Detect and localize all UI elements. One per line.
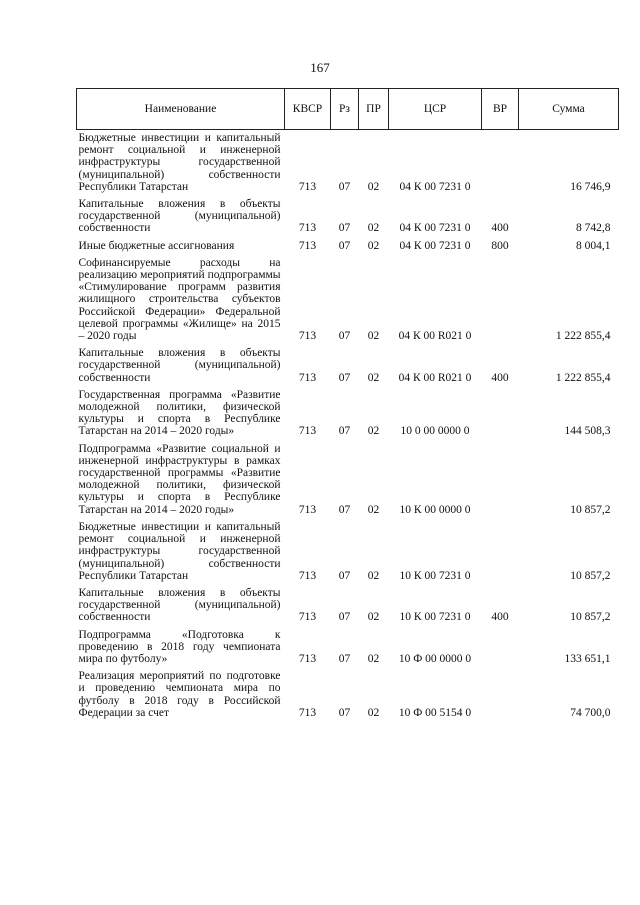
row-csr: 10 Ф 00 5154 0 xyxy=(398,706,472,719)
row-csr: 10 К 00 7231 0 xyxy=(399,611,471,624)
row-name: Софинансируемые расходы на реализацию мероприятий подпрограммы «Стимулирование программ развития жилищного строительства субъектов Российской Федерации» Федеральной целевой программы «Жилище» на 2015 – 2020 годы xyxy=(78,256,281,343)
row-pr: 02 xyxy=(367,371,380,384)
header-rz: Рз xyxy=(331,89,359,130)
header-pr: ПР xyxy=(359,89,389,130)
row-kvsr: 713 xyxy=(298,180,317,193)
row-vr: 400 xyxy=(491,611,509,624)
row-pr: 02 xyxy=(367,425,380,438)
row-vr: 400 xyxy=(491,222,509,235)
row-pr: 02 xyxy=(367,569,380,582)
budget-table xyxy=(76,88,619,722)
row-kvsr: 713 xyxy=(298,611,317,624)
row-name: Подпрограмма «Подготовка к проведению в 2018 году чемпионата мира по футболу» xyxy=(78,628,281,665)
row-kvsr: 713 xyxy=(298,706,317,719)
row-sum: 16 746,9 xyxy=(570,180,611,193)
row-vr xyxy=(482,441,519,519)
row-csr: 04 К 00 R021 0 xyxy=(398,330,472,343)
row-kvsr: 713 xyxy=(298,239,317,252)
row-kvsr: 713 xyxy=(298,222,317,235)
row-sum: 144 508,3 xyxy=(564,425,611,438)
row-sum: 10 857,2 xyxy=(570,503,611,516)
row-sum: 8 742,8 xyxy=(576,222,611,235)
row-rz: 07 xyxy=(338,180,351,193)
table-row xyxy=(77,130,619,197)
row-rz: 07 xyxy=(338,569,351,582)
table-header xyxy=(77,89,619,130)
row-rz: 07 xyxy=(338,239,351,252)
row-kvsr: 713 xyxy=(298,371,317,384)
row-name: Государственная программа «Развитие молодежной политики, физической культуры и спорта в Республике Татарстан на 2014 – 2020 годы» xyxy=(78,388,281,438)
row-vr xyxy=(482,255,519,345)
row-sum: 10 857,2 xyxy=(570,611,611,624)
row-csr: 04 К 00 R021 0 xyxy=(398,371,472,384)
row-vr: 400 xyxy=(491,371,509,384)
header-vr: ВР xyxy=(482,89,519,130)
header-sum: Сумма xyxy=(519,89,619,130)
row-kvsr: 713 xyxy=(298,503,317,516)
row-pr: 02 xyxy=(367,180,380,193)
row-csr: 10 Ф 00 0000 0 xyxy=(398,652,472,665)
row-sum: 1 222 855,4 xyxy=(555,330,611,343)
row-pr: 02 xyxy=(367,706,380,719)
row-sum: 74 700,0 xyxy=(570,706,611,719)
table-row xyxy=(77,387,619,441)
row-rz: 07 xyxy=(338,611,351,624)
row-name: Капитальные вложения в объекты государственной (муниципальной) собственности xyxy=(78,198,281,235)
table-row xyxy=(77,441,619,519)
row-vr xyxy=(482,130,519,197)
table-body xyxy=(77,130,619,722)
row-name: Бюджетные инвестиции и капитальный ремонт социальной и инженерной инфраструктуры государственной (муниципальной) собственности Республики Татарстан xyxy=(78,520,281,582)
row-vr xyxy=(482,668,519,722)
row-pr: 02 xyxy=(367,611,380,624)
row-csr: 10 К 00 7231 0 xyxy=(399,569,471,582)
table-row xyxy=(77,238,619,255)
row-name: Капитальные вложения в объекты государственной (муниципальной) собственности xyxy=(78,586,281,624)
row-rz: 07 xyxy=(338,503,351,516)
row-rz: 07 xyxy=(338,330,351,343)
row-vr xyxy=(482,627,519,669)
row-kvsr: 713 xyxy=(298,425,317,438)
row-pr: 02 xyxy=(367,239,380,252)
row-rz: 07 xyxy=(338,222,351,235)
row-rz: 07 xyxy=(338,706,351,719)
row-name: Иные бюджетные ассигнования xyxy=(78,239,235,252)
row-csr: 04 К 00 7231 0 xyxy=(399,239,471,252)
row-csr: 04 К 00 7231 0 xyxy=(399,222,471,235)
header-kvsr: КВСР xyxy=(285,89,331,130)
row-pr: 02 xyxy=(367,652,380,665)
row-csr: 10 0 00 0000 0 xyxy=(400,425,470,438)
table-row xyxy=(77,627,619,669)
row-csr: 04 К 00 7231 0 xyxy=(399,180,471,193)
table-row xyxy=(77,255,619,345)
row-sum: 133 651,1 xyxy=(564,652,611,665)
table-row xyxy=(77,196,619,238)
row-kvsr: 713 xyxy=(298,569,317,582)
row-sum: 8 004,1 xyxy=(576,239,611,252)
row-rz: 07 xyxy=(338,371,351,384)
header-name: Наименование xyxy=(77,89,285,130)
row-name: Подпрограмма «Развитие социальной и инженерной инфраструктуры в рамках государственной программы «Развитие молодежной политики, физической культуры и спорта в Республике Татарстан на 2014 – 2020 годы» xyxy=(78,442,281,516)
header-csr: ЦСР xyxy=(389,89,482,130)
row-kvsr: 713 xyxy=(298,330,317,343)
row-sum: 10 857,2 xyxy=(570,569,611,582)
row-rz: 07 xyxy=(338,425,351,438)
row-name: Бюджетные инвестиции и капитальный ремонт социальной и инженерной инфраструктуры государственной (муниципальной) собственности Республики Татарстан xyxy=(78,132,281,193)
row-vr xyxy=(482,519,519,585)
row-csr: 10 К 00 0000 0 xyxy=(399,503,471,516)
row-name: Капитальные вложения в объекты государственной (муниципальной) собственности xyxy=(78,347,281,384)
row-pr: 02 xyxy=(367,222,380,235)
row-sum: 1 222 855,4 xyxy=(555,371,611,384)
row-kvsr: 713 xyxy=(298,652,317,665)
table-row xyxy=(77,345,619,387)
row-vr: 800 xyxy=(491,239,509,252)
table-row xyxy=(77,668,619,722)
table-row xyxy=(77,519,619,585)
row-rz: 07 xyxy=(338,652,351,665)
row-vr xyxy=(482,387,519,441)
row-pr: 02 xyxy=(367,330,380,343)
page-number: 167 xyxy=(310,60,330,75)
table-row xyxy=(77,585,619,627)
row-name: Реализация мероприятий по подготовке и проведению чемпионата мира по футболу в 2018 году в Российской Федерации за счет xyxy=(78,670,281,719)
row-pr: 02 xyxy=(367,503,380,516)
